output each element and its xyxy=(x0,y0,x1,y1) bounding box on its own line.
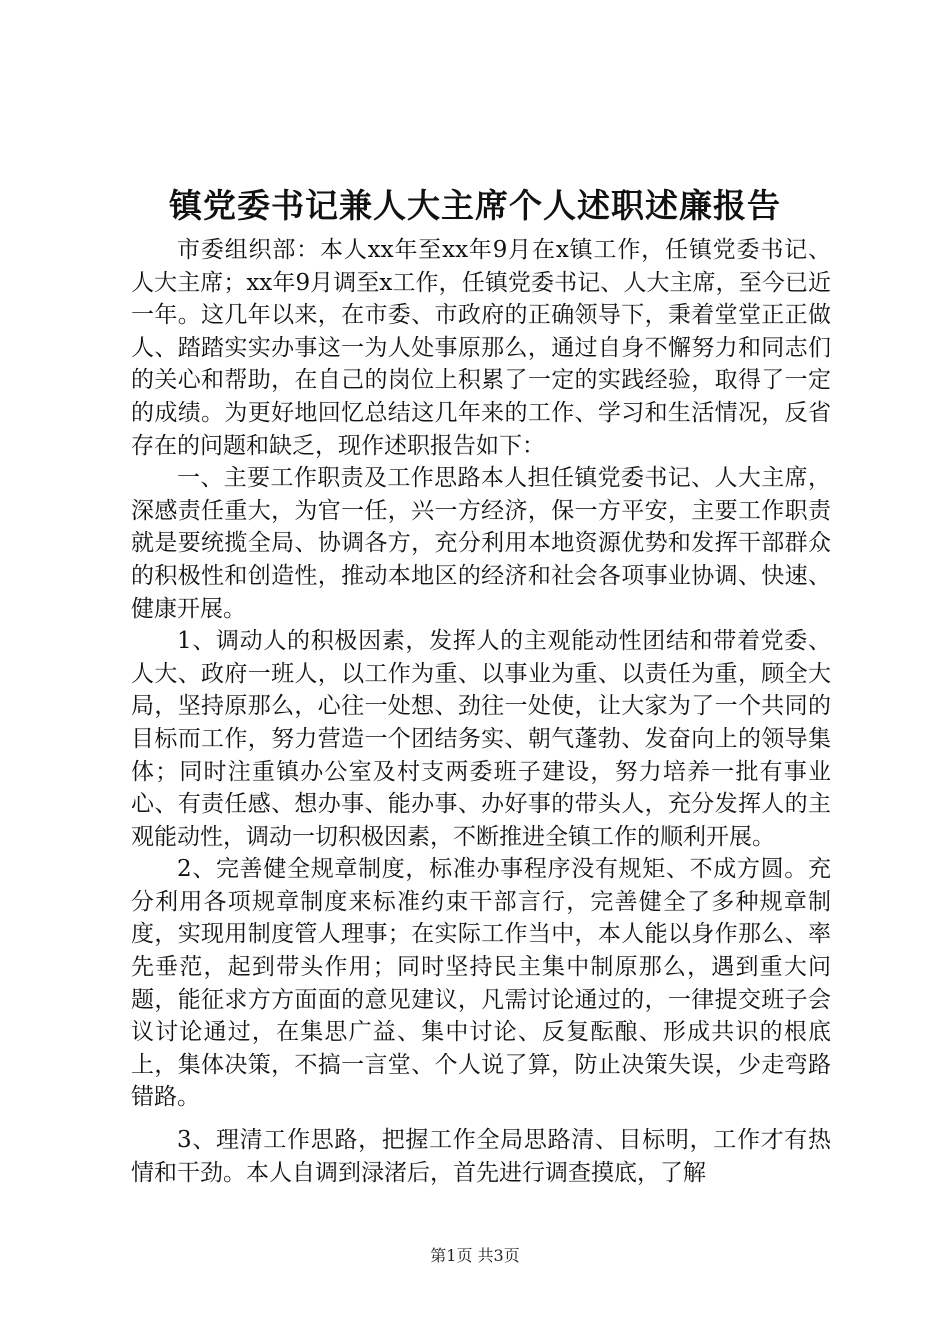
paragraph-item-1: 1、调动人的积极因素，发挥人的主观能动性团结和带着党委、人大、政府一班人，以工作为重、以事业为重、以责任为重，顾全大局，坚持原那么，心往一处想、劲往一处使，让大家为了一个共同的目标而工作，努力营造一个团结务实、朝气蓬勃、发奋向上的领导集体；同时注重镇办公室及村支两委班子建设，努力培养一批有事业心、有责任感、想办事、能办事、办好事的带头人，充分发挥人的主观能动性，调动一切积极因素，不断推进全镇工作的顺利开展。 xyxy=(131,628,831,850)
document-body xyxy=(131,234,831,1189)
document-title: 镇党委书记兼人大主席个人述职述廉报告 xyxy=(169,186,781,225)
paragraph-section-1: 一、主要工作职责及工作思路本人担任镇党委书记、人大主席，深感责任重大，为官一任，兴一方经济，保一方平安，主要工作职责就是要统揽全局、协调各方，充分利用本地资源优势和发挥干部群众的积极性和创造性，推动本地区的经济和社会各项事业协调、快速、健康开展。 xyxy=(131,465,831,622)
paragraph-intro: 市委组织部：本人xx年至xx年9月在x镇工作，任镇党委书记、人大主席；xx年9月调至x工作，任镇党委书记、人大主席，至今已近一年。这几年以来，在市委、市政府的正确领导下，秉着堂堂正正做人、踏踏实实办事这一为人处事原那么，通过自身不懈努力和同志们的关心和帮助，在自己的岗位上积累了一定的实践经验，取得了一定的成绩。为更好地回忆总结这几年来的工作、学习和生活情况，反省存在的问题和缺乏，现作述职报告如下： xyxy=(131,237,831,459)
paragraph-item-3: 3、理清工作思路，把握工作全局思路清、目标明，工作才有热情和干劲。本人自调到渌渚后，首先进行调查摸底，了解 xyxy=(131,1127,831,1186)
page-footer: 第1页 共3页 xyxy=(430,1246,520,1265)
paragraph-item-2: 2、完善健全规章制度，标准办事程序没有规矩、不成方圆。充分利用各项规章制度来标准约束干部言行，完善健全了多种规章制度，实现用制度管人理事；在实际工作当中，本人能以身作那么、率先垂范，起到带头作用；同时坚持民主集中制原那么，遇到重大问题，能征求方方面面的意见建议，凡需讨论通过的，一律提交班子会议讨论通过，在集思广益、集中讨论、反复酝酿、形成共识的根底上，集体决策，不搞一言堂、个人说了算，防止决策失误，少走弯路错路。 xyxy=(131,856,831,1111)
